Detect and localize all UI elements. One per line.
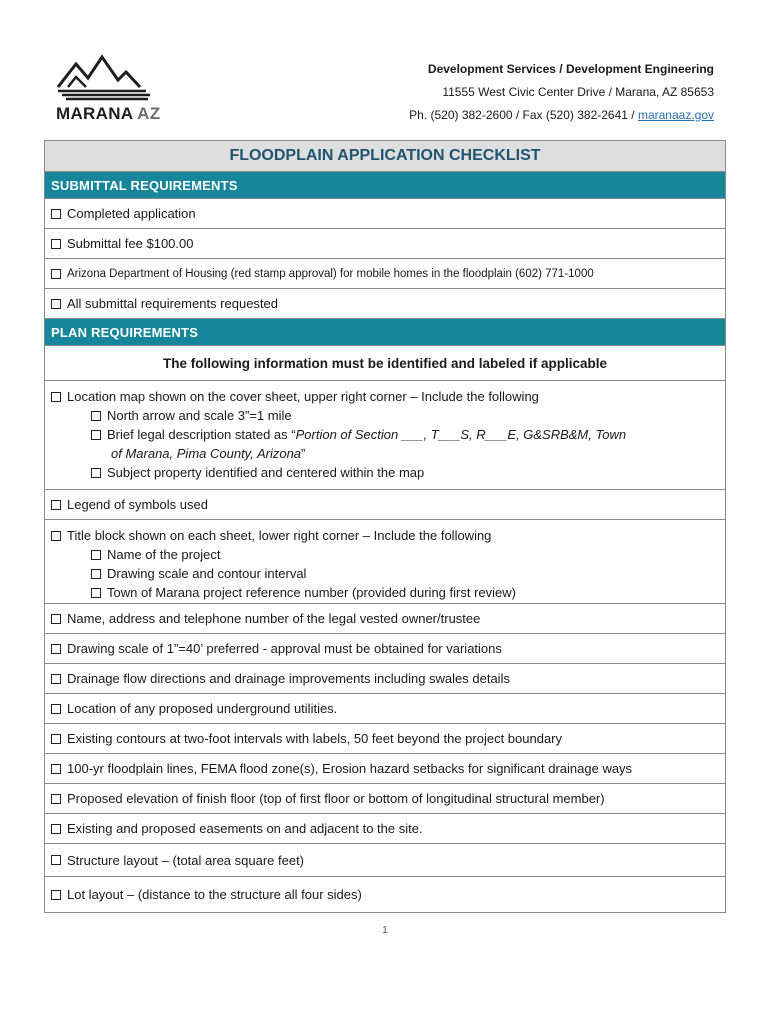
item-label: Name, address and telephone number of the legal vested owner/trustee (67, 611, 481, 626)
title-block-sub-item[interactable] (51, 583, 719, 602)
location-map-item[interactable] (51, 387, 719, 406)
legal-suffix: ” (301, 446, 306, 461)
legal-continuation (51, 444, 719, 463)
checklist-row[interactable] (45, 844, 725, 877)
item-label: Existing and proposed easements on and adjacent to the site. (67, 821, 423, 836)
checklist-row[interactable] (45, 229, 725, 259)
checkbox[interactable] (51, 764, 61, 774)
logo-name: MARANA (56, 104, 133, 123)
checkbox[interactable] (91, 468, 101, 478)
logo-suffix: AZ (137, 104, 161, 123)
plan-heading: PLAN REQUIREMENTS (45, 319, 725, 346)
checkbox[interactable] (51, 855, 61, 865)
item-label: Legend of symbols used (67, 497, 208, 512)
checklist-row[interactable] (45, 724, 725, 754)
item-label: 100-yr floodplain lines, FEMA flood zone(s), Erosion hazard setbacks for significant drainage ways (67, 761, 633, 776)
checklist-row[interactable] (45, 694, 725, 724)
title-block-row (45, 520, 725, 604)
item-label: Subject property identified and centered within the map (107, 465, 425, 480)
item-label: North arrow and scale 3”=1 mile (107, 408, 292, 423)
checkbox[interactable] (51, 209, 61, 219)
submittal-heading: SUBMITTAL REQUIREMENTS (45, 172, 725, 199)
item-label: Town of Marana project reference number (provided during first review) (107, 585, 516, 600)
item-label: Existing contours at two-foot intervals with labels, 50 feet beyond the project boundary (67, 731, 563, 746)
page-number: 1 (382, 925, 388, 936)
checklist-row[interactable] (45, 814, 725, 844)
title-block-item[interactable] (51, 526, 719, 545)
checklist-row[interactable] (45, 664, 725, 694)
address: 11555 West Civic Center Drive / Marana, AZ 85653 (442, 85, 714, 99)
title-block-sub-item[interactable] (51, 545, 719, 564)
legal-description-item[interactable] (51, 425, 719, 444)
item-label: Location map shown on the cover sheet, upper right corner – Include the following (67, 389, 539, 404)
legal-prefix: Brief legal description stated as “ (107, 427, 296, 442)
checklist-row[interactable] (45, 604, 725, 634)
item-label: Arizona Department of Housing (red stamp approval) for mobile homes in the floodplain (602) 771-1000 (67, 267, 594, 280)
legal-italic-1: Portion of Section ___, T___S, R___E, G&SRB&M, Town (295, 427, 627, 442)
item-label: Structure layout – (total area square feet) (67, 852, 305, 868)
marana-logo (56, 54, 166, 124)
item-label (107, 425, 626, 444)
checklist-table (44, 140, 726, 913)
checkbox[interactable] (91, 550, 101, 560)
item-label: Drainage flow directions and drainage improvements including swales details (67, 671, 510, 686)
checkbox[interactable] (51, 269, 61, 279)
checkbox[interactable] (51, 644, 61, 654)
department: Development Services / Development Engineering (427, 62, 714, 76)
item-label: Name of the project (107, 547, 221, 562)
subject-property-item[interactable] (51, 463, 719, 482)
location-map-row (45, 381, 725, 490)
form-title: FLOODPLAIN APPLICATION CHECKLIST (45, 141, 725, 172)
checklist-row[interactable] (45, 877, 725, 912)
item-label: Proposed elevation of finish floor (top of first floor or bottom of longitudinal structural member) (67, 791, 605, 806)
title-block-sub-item[interactable] (51, 564, 719, 583)
north-arrow-item[interactable] (51, 406, 719, 425)
phone-fax: Ph. (520) 382-2600 / Fax (520) 382-2641 / (409, 108, 638, 122)
checklist-row[interactable] (45, 784, 725, 814)
checkbox[interactable] (51, 674, 61, 684)
mountain-logo-icon (56, 54, 166, 104)
checkbox[interactable] (51, 614, 61, 624)
checkbox[interactable] (51, 890, 61, 900)
checklist-row[interactable] (45, 754, 725, 784)
item-label: Drawing scale and contour interval (107, 566, 307, 581)
website-link[interactable]: maranaaz.gov (637, 108, 714, 122)
checkbox[interactable] (51, 734, 61, 744)
checklist-row[interactable] (45, 289, 725, 319)
item-label: Drawing scale of 1”=40’ preferred - approval must be obtained for variations (67, 641, 502, 656)
checkbox[interactable] (51, 392, 61, 402)
checkbox[interactable] (91, 569, 101, 579)
checkbox[interactable] (91, 430, 101, 440)
item-label: Lot layout – (distance to the structure all four sides) (67, 887, 362, 902)
item-label: Title block shown on each sheet, lower right corner – Include the following (67, 528, 492, 543)
checkbox[interactable] (91, 588, 101, 598)
checkbox[interactable] (51, 299, 61, 309)
checklist-row[interactable] (45, 634, 725, 664)
item-label: Completed application (67, 206, 196, 221)
phone-line (409, 104, 714, 127)
header-contact (409, 58, 714, 127)
checklist-row[interactable] (45, 199, 725, 229)
plan-intro: The following information must be identified and labeled if applicable (45, 346, 725, 381)
checkbox[interactable] (91, 411, 101, 421)
checklist-row[interactable] (45, 259, 725, 289)
legal-italic-2: of Marana, Pima County, Arizona (111, 446, 302, 461)
logo-wordmark (56, 104, 160, 124)
checkbox[interactable] (51, 794, 61, 804)
checklist-row[interactable] (45, 490, 725, 520)
checkbox[interactable] (51, 824, 61, 834)
checkbox[interactable] (51, 239, 61, 249)
item-label: Submittal fee $100.00 (67, 236, 194, 251)
checkbox[interactable] (51, 500, 61, 510)
item-label: All submittal requirements requested (67, 296, 278, 311)
checkbox[interactable] (51, 704, 61, 714)
checkbox[interactable] (51, 531, 61, 541)
item-label: Location of any proposed underground utilities. (67, 701, 338, 716)
